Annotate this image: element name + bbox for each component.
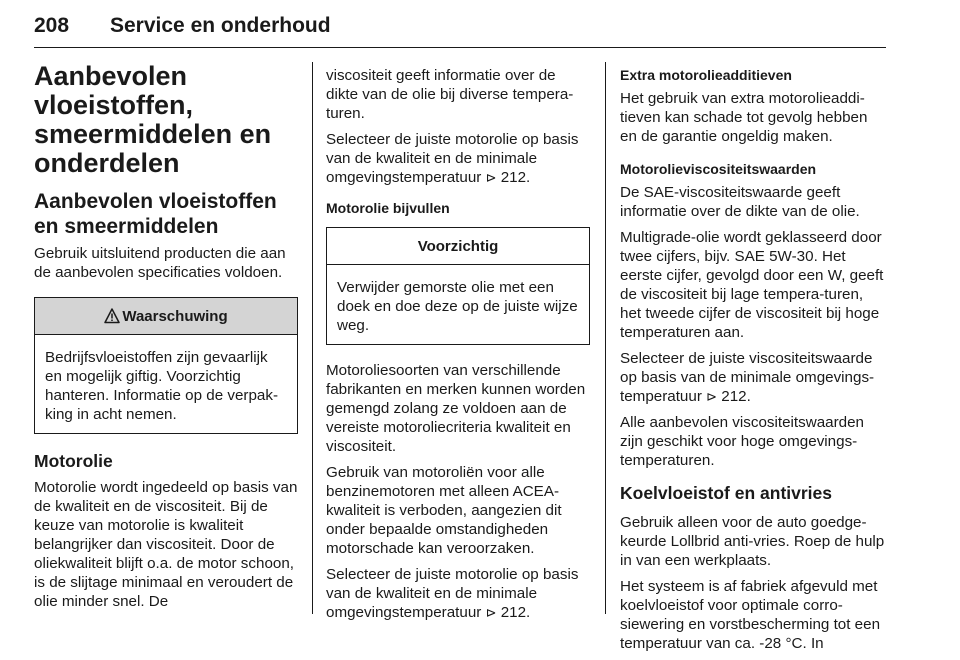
page-reference-arrow-icon: ⊳ bbox=[485, 605, 497, 620]
chapter-heading: Aanbevolen vloeistoffen, smeermiddelen en onderdelen bbox=[34, 61, 272, 178]
warning-text: Bedrijfsvloeistoffen zijn gevaarlijk en mogelijk giftig. Voorzichtig hanteren. Informatie op de verpak-king in acht nemen. bbox=[45, 349, 279, 423]
page-reference[interactable]: 212. bbox=[500, 169, 531, 186]
warning-box-header bbox=[35, 298, 297, 335]
column-2 bbox=[326, 66, 590, 629]
sub-heading: Motorolieviscositeitswaarden bbox=[620, 161, 817, 177]
caution-box-header bbox=[327, 228, 589, 265]
body-paragraph: Alle aanbevolen viscositeitswaarden zijn geschikt voor hoge omgevings-temperaturen. bbox=[620, 414, 864, 469]
page-number: 208 bbox=[34, 14, 70, 37]
caution-box bbox=[326, 227, 590, 345]
header-rule bbox=[34, 47, 886, 48]
section-title: Service en onderhoud bbox=[110, 14, 331, 37]
section-heading: Aanbevolen vloeistoffen en smeermiddelen bbox=[34, 190, 277, 238]
body-paragraph bbox=[620, 349, 888, 406]
column-1 bbox=[34, 62, 298, 618]
sub-heading: Motorolie bijvullen bbox=[326, 200, 450, 216]
body-paragraph: Het gebruik van extra motorolieaddi-tieven kan schade tot gevolg hebben en de garantie ongeldig maken. bbox=[620, 90, 868, 145]
column-3 bbox=[620, 66, 888, 660]
intro-paragraph: Gebruik uitsluitend producten die aan de aanbevolen specificaties voldoen. bbox=[34, 245, 286, 281]
caution-text: Verwijder gemorste olie met een doek en doe deze op de juiste wijze weg. bbox=[337, 279, 578, 334]
page-header bbox=[34, 12, 886, 42]
subsection-heading: Motorolie bbox=[34, 451, 113, 471]
page-reference[interactable]: 212. bbox=[721, 388, 751, 405]
subsection-heading: Koelvloeistof en antivries bbox=[620, 483, 833, 503]
caution-title: Voorzichtig bbox=[417, 237, 499, 255]
page-reference-arrow-icon: ⊳ bbox=[485, 170, 497, 185]
column-divider bbox=[605, 62, 606, 614]
paragraph-text: Selecteer de juiste motorolie op basis van de kwaliteit en de minimale omgevingstemperatuur bbox=[326, 131, 579, 186]
paragraph-text: Selecteer de juiste motorolie op basis van de kwaliteit en de minimale omgevingstemperatuur bbox=[326, 566, 579, 621]
body-paragraph: Gebruik van motoroliën voor alle benzinemotoren met alleen ACEA-kwaliteit is verboden, aangezien dit onder bepaalde omstandigheden motorschade kan veroorzaken. bbox=[326, 464, 562, 557]
body-paragraph bbox=[326, 565, 590, 622]
column-divider bbox=[312, 62, 313, 614]
warning-title: Waarschuwing bbox=[122, 307, 228, 325]
warning-box bbox=[34, 297, 298, 434]
body-paragraph: Het systeem is af fabriek afgevuld met koelvloeistof voor optimale corro-siewering en vorstbescherming tot een temperatuur van ca. -28 °C. In bbox=[620, 578, 881, 652]
body-paragraph: De SAE-viscositeitswaarde geeft informatie over de dikte van de olie. bbox=[620, 184, 860, 220]
sub-heading: Extra motorolieadditieven bbox=[620, 67, 792, 83]
page-reference-arrow-icon: ⊳ bbox=[706, 389, 718, 404]
body-paragraph: Motorolie wordt ingedeeld op basis van de kwaliteit en de viscositeit. Bij de keuze van motorolie is kwaliteit belangrijker dan viscositeit. Door de oliekwaliteit blijft o.a. de motor schoon, is de slijtage minimaal en veroudert de olie minder snel. De bbox=[34, 479, 298, 610]
body-paragraph: Gebruik alleen voor de auto goedge-keurde Lollbrid anti-vries. Roep de hulp in van een werkplaats. bbox=[620, 514, 885, 569]
page-reference[interactable]: 212. bbox=[500, 604, 531, 621]
body-paragraph: Motoroliesoorten van verschillende fabrikanten en merken kunnen worden gemengd zolang ze voldoen aan de vereiste motoroliecriteria kwaliteit en viscositeit. bbox=[326, 362, 586, 455]
body-paragraph bbox=[326, 130, 590, 187]
body-paragraph: Multigrade-olie wordt geklasseerd door twee cijfers, bijv. SAE 5W-30. Het eerste cijfer, gevolgd door een W, geeft de viscositeit bij lage tempera-turen, het tweede cijfer de viscositeit bij hoge temperaturen aan. bbox=[620, 229, 884, 341]
warning-triangle-icon bbox=[104, 308, 120, 324]
body-paragraph: viscositeit geeft informatie over de dikte van de olie bij diverse tempera-turen. bbox=[326, 67, 574, 122]
paragraph-text: Selecteer de juiste viscositeitswaarde op basis van de minimale omgevings-temperatuur bbox=[620, 350, 875, 405]
